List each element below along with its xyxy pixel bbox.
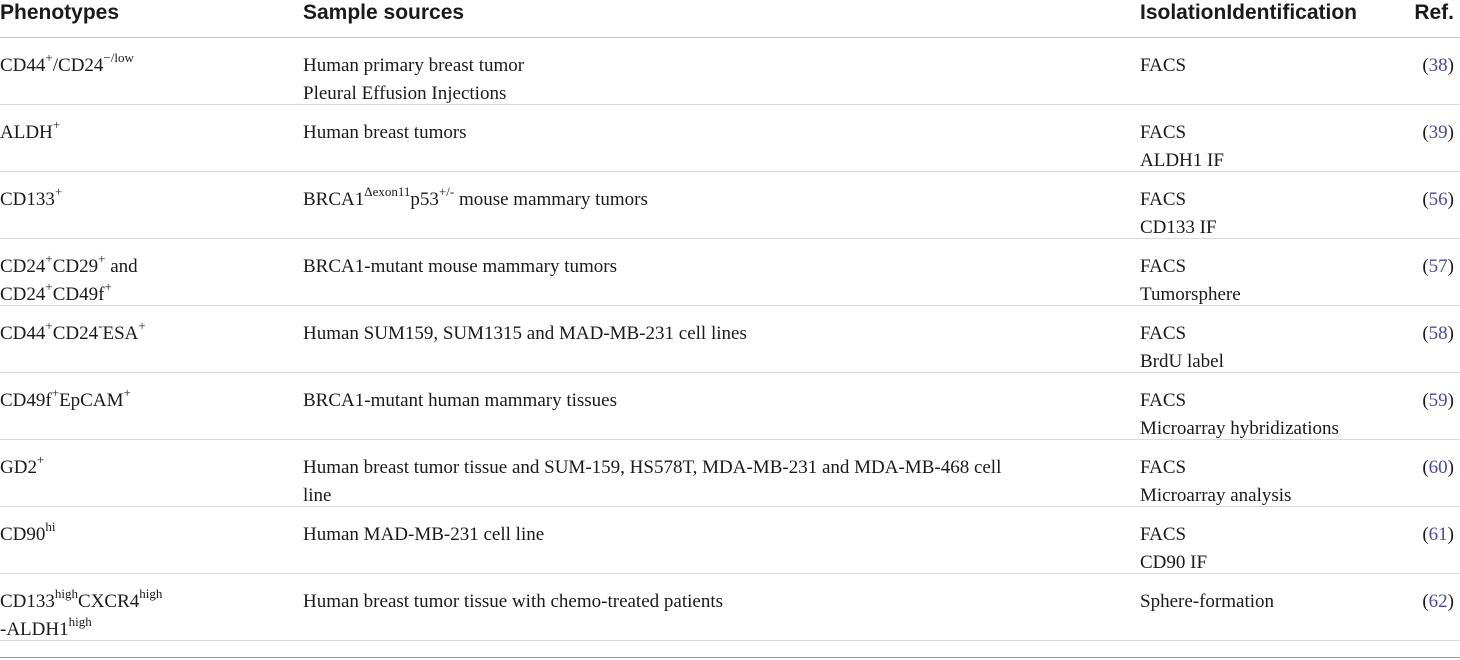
cell-isolation-identification [1140,387,1339,443]
cell-line [0,451,45,482]
superscript: + [51,384,60,400]
superscript: + [45,317,53,333]
ref-paren-close: ) [1447,55,1454,76]
cell-line [0,518,56,549]
header-ref: Ref. [1414,1,1454,24]
cell-line: ALDH1 IF [1140,150,1224,171]
cell-ref [1422,52,1454,80]
text-fragment: CD29 [52,256,99,277]
text-fragment: EpCAM [59,390,124,411]
cell-phenotype [0,518,56,549]
cell-line [0,250,138,281]
cell-ref [1422,521,1454,549]
cell-line: FACS [1140,122,1187,143]
cell-line: FACS [1140,323,1187,344]
text-fragment: ESA [102,323,139,344]
cell-line: Pleural Effusion Injections [303,83,507,104]
superscript: + [45,49,53,65]
ref-paren-close: ) [1447,524,1454,545]
cell-line: Microarray hybridizations [1140,418,1339,439]
cell-ref [1422,387,1454,415]
cell-line: CD90 IF [1140,552,1208,573]
text-fragment: CD49f [0,390,52,411]
superscript: + [36,451,45,467]
cell-line: line [303,485,332,506]
cell-line: Human breast tumor tissue with chemo-treated patients [303,591,723,612]
ref-paren-close: ) [1447,591,1454,612]
ref-paren-open: ( [1422,55,1429,76]
cell-isolation-identification [1140,588,1274,616]
text-fragment: CD90 [0,524,46,545]
cell-line: FACS [1140,55,1187,76]
cell-ref [1422,119,1454,147]
cell-line [303,183,648,214]
table-row [0,239,1460,306]
cell-line: Human SUM159, SUM1315 and MAD-MB-231 cell lines [303,323,747,344]
ref-paren-open: ( [1422,390,1429,411]
table-row [0,574,1460,641]
ref-paren-close: ) [1447,189,1454,210]
cell-sample-sources [303,320,747,348]
cell-sample-sources [303,183,648,214]
cell-isolation-identification [1140,253,1241,309]
superscript: + [138,317,146,333]
ref-paren-close: ) [1447,390,1454,411]
text-fragment: CD49f [52,284,105,305]
reference-link[interactable]: 62 [1428,591,1448,612]
superscript: + [52,116,61,132]
text-fragment: mouse mammary tumors [454,189,648,210]
cell-line: FACS [1140,457,1187,478]
cell-ref [1422,186,1454,214]
cell-phenotype [0,49,134,80]
cell-line [0,183,63,214]
cell-isolation-identification [1140,320,1224,376]
superscript: +/- [438,183,455,199]
cell-line: FACS [1140,390,1187,411]
cell-phenotype [0,384,131,415]
table-row [0,440,1460,507]
cell-line: BrdU label [1140,351,1224,372]
cell-sample-sources [303,454,1001,510]
cell-line: Human breast tumors [303,122,467,143]
superscript: high [139,585,163,601]
reference-link[interactable]: 59 [1428,390,1448,411]
ref-paren-close: ) [1447,457,1454,478]
reference-link[interactable]: 58 [1428,323,1448,344]
cell-line: FACS [1140,189,1187,210]
cell-ref [1422,588,1454,616]
cell-line [0,116,61,147]
superscript: + [45,278,53,294]
reference-link[interactable]: 60 [1428,457,1448,478]
cell-line [0,278,138,309]
reference-link[interactable]: 56 [1428,189,1448,210]
text-fragment: -ALDH1 [0,619,69,640]
cell-line: FACS [1140,524,1187,545]
text-fragment: CD44 [0,323,46,344]
cell-line [0,384,131,415]
cell-sample-sources [303,588,723,616]
reference-link[interactable]: 61 [1428,524,1448,545]
ref-paren-open: ( [1422,189,1429,210]
cell-line [0,317,146,348]
superscript: + [98,250,106,266]
superscript: hi [45,518,56,534]
superscript: high [68,613,92,629]
ref-paren-close: ) [1447,256,1454,277]
cell-phenotype [0,451,45,482]
table-header [0,0,1460,38]
superscript: + [104,278,112,294]
ref-paren-open: ( [1422,256,1429,277]
text-fragment: CD24 [0,284,46,305]
cell-sample-sources [303,119,467,147]
ref-paren-open: ( [1422,457,1429,478]
cell-line: Sphere-formation [1140,591,1275,612]
text-fragment: /CD24 [52,55,104,76]
cell-phenotype [0,317,146,348]
text-fragment: CD133 [0,189,55,210]
cell-line: BRCA1-mutant mouse mammary tumors [303,256,618,277]
text-fragment: and [105,256,138,277]
table-row [0,507,1460,574]
superscript: + [45,250,53,266]
cell-isolation-identification [1140,454,1291,510]
table-row [0,172,1460,239]
text-fragment: ALDH [0,122,53,143]
text-fragment: p53 [410,189,439,210]
cell-sample-sources [303,387,617,415]
cell-line: Human breast tumor tissue and SUM-159, HS578T, MDA-MB-231 and MDA-MB-468 cell [303,457,1002,478]
superscript: + [123,384,131,400]
cell-line [0,613,162,644]
superscript: high [54,585,79,601]
header-sample-sources: Sample sources [303,1,465,24]
reference-link[interactable]: 57 [1428,256,1448,277]
cell-line: BRCA1-mutant human mammary tissues [303,390,618,411]
text-fragment: CD24 [0,256,46,277]
cell-ref [1422,454,1454,482]
superscript: −/low [103,49,134,65]
cell-line: CD133 IF [1140,217,1217,238]
cell-ref [1422,253,1454,281]
cell-sample-sources [303,253,617,281]
cell-line [0,49,134,80]
ref-paren-close: ) [1447,122,1454,143]
cell-phenotype [0,183,63,214]
cell-isolation-identification [1140,52,1186,80]
cell-line: Human MAD-MB-231 cell line [303,524,545,545]
cell-isolation-identification [1140,186,1217,242]
ref-paren-open: ( [1422,524,1429,545]
ref-paren-open: ( [1422,323,1429,344]
table-row [0,306,1460,373]
cell-isolation-identification [1140,119,1224,175]
reference-link[interactable]: 38 [1428,55,1448,76]
superscript: Δexon11 [364,183,411,199]
superscript: - [98,317,103,333]
cell-line: Human primary breast tumor [303,55,525,76]
cell-phenotype [0,116,61,147]
cell-phenotype [0,250,138,309]
text-fragment: CD24 [52,323,99,344]
text-fragment: BRCA1 [303,189,365,210]
text-fragment: CXCR4 [78,591,140,612]
reference-link[interactable]: 39 [1428,122,1448,143]
text-fragment: CD133 [0,591,55,612]
table-row [0,38,1460,105]
cell-line: FACS [1140,256,1187,277]
cell-isolation-identification [1140,521,1207,577]
cell-sample-sources [303,521,544,549]
cell-ref [1422,320,1454,348]
cell-line: Microarray analysis [1140,485,1292,506]
text-fragment: CD44 [0,55,46,76]
table-bottom-rule [0,657,1460,658]
table-row [0,373,1460,440]
superscript: + [54,183,63,199]
cell-line: Tumorsphere [1140,284,1241,305]
ref-paren-open: ( [1422,591,1429,612]
cell-line [0,585,163,616]
ref-paren-open: ( [1422,122,1429,143]
header-isolation-identification: IsolationIdentification [1140,1,1358,24]
ref-paren-close: ) [1447,323,1454,344]
cell-phenotype [0,585,163,644]
table-body [0,38,1460,641]
header-phenotypes: Phenotypes [0,1,120,24]
text-fragment: GD2 [0,457,37,478]
cell-sample-sources [303,52,524,108]
table-row [0,105,1460,172]
